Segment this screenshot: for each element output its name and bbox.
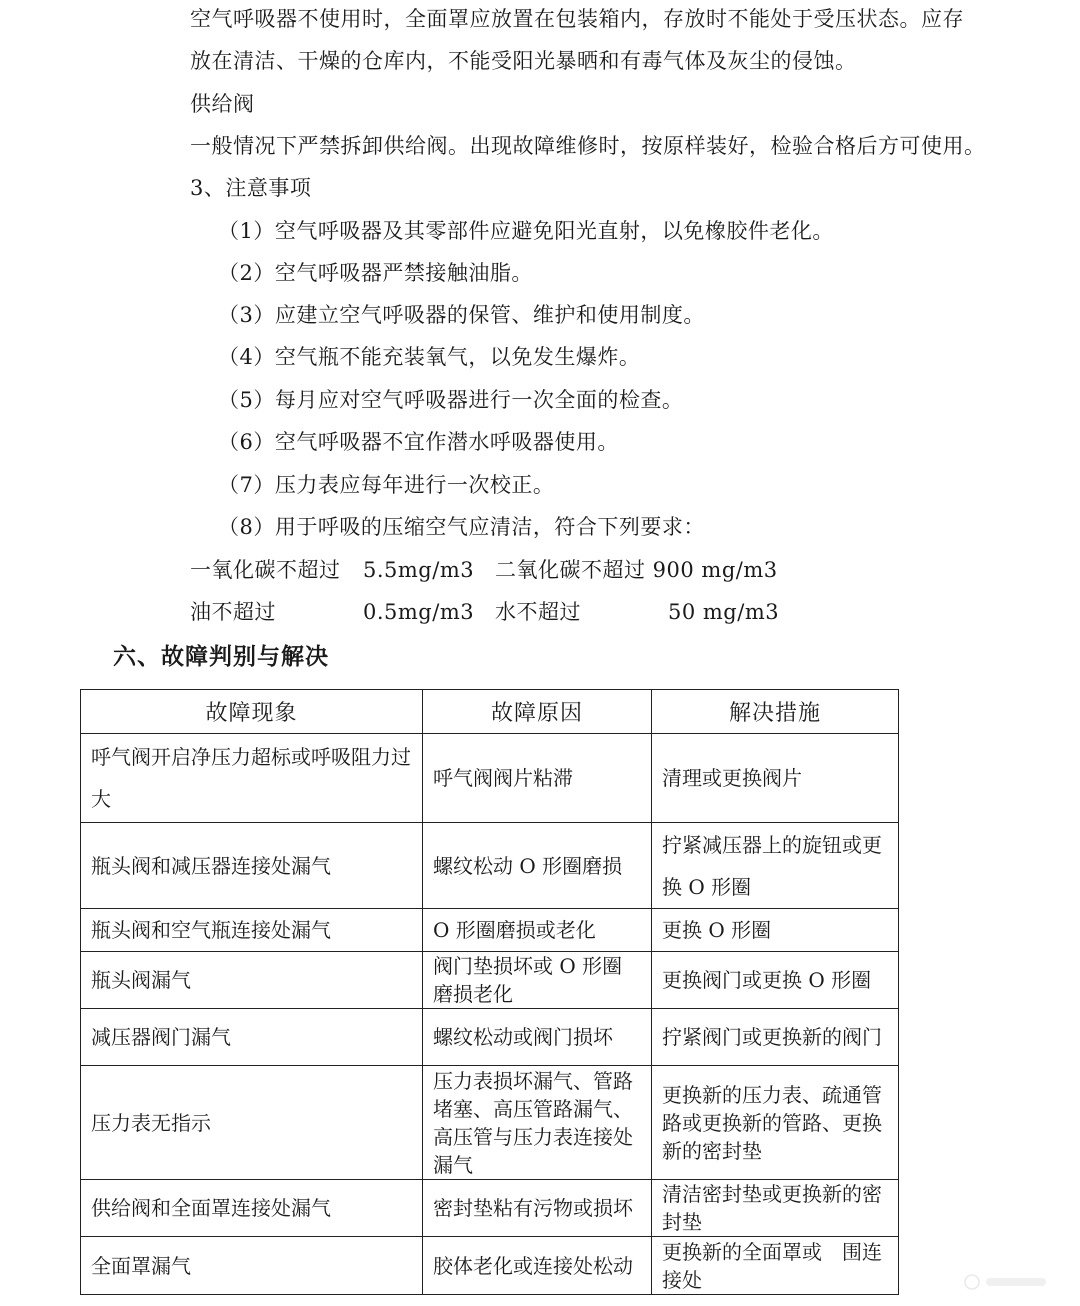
cell-text: 密封垫粘有污物或损坏 [433, 1196, 633, 1220]
cell-text: 螺纹松动或阀门损坏 [433, 1025, 613, 1049]
note-item-3: （3）应建立空气呼吸器的保管、维护和使用制度。 [218, 303, 705, 327]
table-header-row [81, 690, 899, 734]
paragraph-storage-line2: 放在清洁、干燥的仓库内，不能受阳光暴晒和有毒气体及灰尘的侵蚀。 [190, 49, 857, 73]
phenomenon-cell [81, 1180, 423, 1237]
note-item-2: （2）空气呼吸器严禁接触油脂。 [218, 261, 533, 285]
fault-table [80, 689, 899, 1295]
note-item-4: （4）空气瓶不能充装氧气，以免发生爆炸。 [218, 345, 641, 369]
cell-text: 阀门垫损坏或 O 形圈磨损老化 [433, 954, 623, 1006]
phenomenon-cell [81, 1237, 423, 1295]
note-item-5: （5）每月应对空气呼吸器进行一次全面的检查。 [218, 388, 684, 412]
requirement-label: 二氧化碳不超过 900 mg/m3 [495, 558, 778, 582]
cell-text: 压力表损坏漏气、管路堵塞、高压管路漏气、高压管与压力表连接处漏气 [433, 1068, 633, 1177]
phenomenon-cell [81, 909, 423, 952]
solution-cell [652, 1009, 899, 1066]
cell-text: 清洁密封垫或更换新的密封垫 [662, 1182, 882, 1234]
table-row [81, 823, 899, 909]
note-item-1: （1）空气呼吸器及其零部件应避免阳光直射，以免橡胶件老化。 [218, 219, 834, 243]
cell-text: 更换阀门或更换 O 形圈 [662, 968, 872, 992]
header-solution: 解决措施 [652, 690, 899, 734]
cell-text: O 形圈磨损或老化 [433, 918, 596, 942]
table-row [81, 1180, 899, 1237]
cell-text: 瓶头阀和空气瓶连接处漏气 [91, 918, 331, 942]
cell-text: 瓶头阀漏气 [91, 968, 191, 992]
requirement-value: 5.5mg/m3 [363, 558, 475, 582]
cell-text: 清理或更换阀片 [662, 766, 802, 790]
cell-text: 供给阀和全面罩连接处漏气 [91, 1196, 331, 1220]
cause-cell [423, 823, 652, 909]
solution-cell [652, 1180, 899, 1237]
section-heading: 六、故障判别与解决 [113, 644, 329, 670]
phenomenon-cell [81, 734, 423, 823]
cause-cell [423, 1066, 652, 1180]
table-row [81, 909, 899, 952]
table-row [81, 952, 899, 1009]
phenomenon-cell [81, 952, 423, 1009]
requirement-value: 0.5mg/m3 [363, 600, 475, 624]
solution-cell [652, 823, 899, 909]
cell-text: 全面罩漏气 [91, 1253, 191, 1278]
phenomenon-cell [81, 1009, 423, 1066]
cell-text: 胶体老化或连接处松动 [433, 1253, 633, 1278]
cell-text: 更换新的压力表、疏通管路或更换新的管路、更换新的密封垫 [662, 1082, 882, 1163]
cause-cell [423, 734, 652, 823]
watermark-logo [962, 1272, 1052, 1292]
cell-text: 呼气阀阀片粘滞 [433, 766, 573, 790]
requirement-label: 一氧化碳不超过 [190, 558, 341, 582]
paragraph-supply-valve-text: 一般情况下严禁拆卸供给阀。出现故障维修时，按原样装好，检验合格后方可使用。 [190, 134, 986, 158]
cell-text: 呼气阀开启净压力超标或呼吸阻力过大 [91, 745, 411, 811]
cause-cell [423, 1180, 652, 1237]
cell-text: 减压器阀门漏气 [91, 1025, 231, 1049]
solution-cell [652, 952, 899, 1009]
solution-cell [652, 1066, 899, 1180]
header-cause: 故障原因 [423, 690, 652, 734]
paragraph-supply-valve-title: 供给阀 [190, 92, 255, 116]
requirement-label: 水不超过 [495, 600, 581, 624]
table-row [81, 1009, 899, 1066]
cell-text: 拧紧阀门或更换新的阀门 [662, 1025, 882, 1049]
cell-text: 螺纹松动 O 形圈磨损 [433, 853, 623, 878]
paragraph-notes-title: 3、注意事项 [190, 176, 312, 200]
note-item-6: （6）空气呼吸器不宜作潜水呼吸器使用。 [218, 430, 619, 454]
table-row [81, 1237, 899, 1295]
requirement-label: 油不超过 [190, 600, 276, 624]
table-row [81, 1066, 899, 1180]
paragraph-storage-line1: 空气呼吸器不使用时，全面罩应放置在包装箱内，存放时不能处于受压状态。应存 [190, 7, 964, 31]
cell-text: 更换新的全面罩或 围连接处 [662, 1239, 882, 1292]
cell-text: 压力表无指示 [91, 1110, 211, 1135]
solution-cell [652, 734, 899, 823]
phenomenon-cell [81, 823, 423, 909]
note-item-7: （7）压力表应每年进行一次校正。 [218, 473, 555, 497]
cause-cell [423, 1009, 652, 1066]
solution-cell [652, 1237, 899, 1295]
cell-text: 更换 O 形圈 [662, 918, 772, 942]
cell-text: 瓶头阀和减压器连接处漏气 [91, 853, 331, 878]
table-row [81, 734, 899, 823]
requirement-value: 50 mg/m3 [668, 600, 780, 624]
cause-cell [423, 909, 652, 952]
cause-cell [423, 1237, 652, 1295]
note-item-8: （8）用于呼吸的压缩空气应清洁，符合下列要求： [218, 515, 705, 539]
cell-text: 拧紧减压器上的旋钮或更换 O 形圈 [662, 832, 882, 899]
phenomenon-cell [81, 1066, 423, 1180]
solution-cell [652, 909, 899, 952]
header-phenomenon: 故障现象 [81, 690, 423, 734]
cause-cell [423, 952, 652, 1009]
